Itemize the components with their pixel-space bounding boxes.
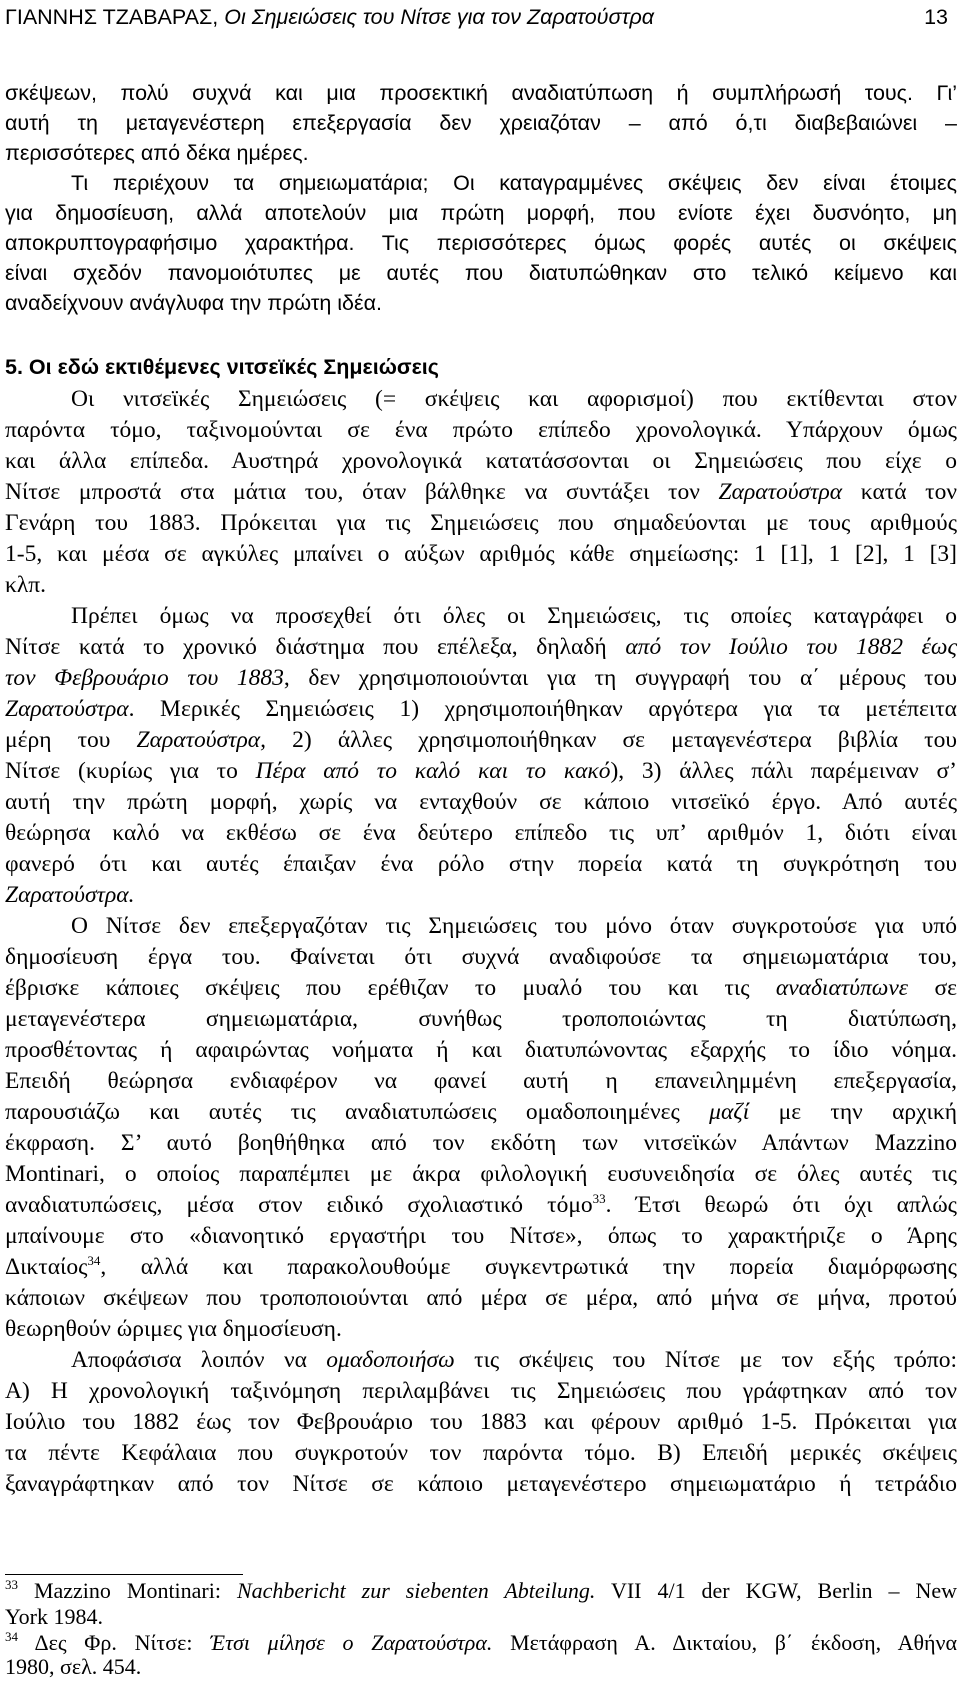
text-line: αναδείχνουν ανάγλυφα την πρώτη ιδέα. <box>5 291 382 315</box>
text-line: και άλλα επίπεδα. Αυστηρά χρονολογικά κατατάσσονται οι Σημειώσεις που είχε ο <box>5 448 957 474</box>
text-line: σκέψεων, πολύ συχνά και μια προσεκτική αναδιατύπωση ή συμπλήρωσή τους. Γι’ <box>5 81 957 105</box>
text-line: είναι σχεδόν πανομοιότυπες με αυτές που διατυπώθηκαν στο τελικό κείμενο και <box>5 261 957 285</box>
text-line: Νίτσε κατά το χρονικό διάστημα που επέλεξα, δηλαδή από τον Ιούλιο του 1882 έως <box>5 634 957 660</box>
text-line: θεωρηθούν ώριμες για δημοσίευση. <box>5 1316 342 1342</box>
footnote-34: $^{34}$ Δες Φρ. Νίτσε: Έτσι μίλησε ο Ζαρατούστρα. Μετάφραση Α. Δικταίου, β΄ έκδοση, Αθήνα <box>5 1629 957 1655</box>
text-line: παρόντα τόμο, ταξινομούνται σε ένα πρώτο επίπεδο χρονολογικά. Υπάρχουν όμως <box>5 417 957 443</box>
text-line: Οι νιτσεϊκές Σημειώσεις (= σκέψεις και αφορισμοί) που εκτίθενται στον <box>71 386 957 412</box>
text-line: δημοσίευση έργα του. Φαίνεται ότι συχνά αναδιφούσε τα σημειωματάρια του, <box>5 944 957 970</box>
text-line: αυτή τη μεταγενέστερη επεξεργασία δεν χρειαζόταν – από ό,τι διαβεβαιώνει – <box>5 111 957 135</box>
text-line: Γενάρη του 1883. Πρόκειται για τις Σημειώσεις που σημαδεύονται με τους αριθμούς <box>5 510 957 536</box>
text-line: Αποφάσισα λοιπόν να ομαδοποιήσω τις σκέψεις του Νίτσε με τον εξής τρόπο: <box>71 1347 957 1373</box>
text-line: αναδιατυπώσεις, μέσα στον ειδικό σχολιαστικό τόμο$^{33}$. Έτσι θεωρώ ότι όχι απλώς <box>5 1191 957 1218</box>
footnote-ref[interactable]: 34 <box>87 1253 101 1268</box>
footnote-33-cont: York 1984. <box>5 1604 104 1629</box>
text-line: Επειδή θεώρησα ενδιαφέρον να φανεί αυτή η επανειλημμένη επεξεργασία, <box>5 1068 957 1094</box>
text-line: Ο Νίτσε δεν επεξεργαζόταν τις Σημειώσεις του μόνο όταν συγκροτούσε για υπό <box>71 913 957 939</box>
footnote-ref[interactable]: 33 <box>592 1191 606 1206</box>
text-line: Α) Η χρονολογική ταξινόμηση περιλαμβάνει τις Σημειώσεις που γράφτηκαν από τον <box>5 1378 957 1404</box>
header-title: Οι Σημειώσεις του Νίτσε για τον Ζαρατούστρα <box>224 5 655 29</box>
text-line: αποκρυπτογραφήσιμο χαρακτήρα. Τις περισσότερες όμως φορές αυτές οι σκέψεις <box>5 231 957 255</box>
text-line: Νίτσε μπροστά στα μάτια του, όταν βάλθηκε να συντάξει τον Ζαρατούστρα κατά τον <box>5 479 957 505</box>
text-line: Ζαρατούστρα. Μερικές Σημειώσεις 1) χρησιμοποιήθηκαν αργότερα για τα μετέπειτα <box>5 696 957 722</box>
text-line: για δημοσίευση, αλλά αποτελούν μια πρώτη μορφή, που ενίοτε έχει δυσνόητο, μη <box>5 201 957 225</box>
header-author: ΓΙΑΝΝΗΣ ΤΖΑΒΑΡΑΣ, <box>5 5 225 29</box>
footnote-34-cont: 1980, σελ. 454. <box>5 1654 142 1679</box>
text-line: μέρη του Ζαρατούστρα, 2) άλλες χρησιμοποιήθηκαν σε μεταγενέστερα βιβλία του <box>5 727 958 753</box>
text-line: 1-5, και μέσα σε αγκύλες μπαίνει ο αύξων αριθμός κάθε σημείωσης: 1 [1], 1 [2], 1 [3] <box>5 541 957 567</box>
text-line: φανερό ότι και αυτές έπαιξαν ένα ρόλο στην πορεία κατά τη συγκρότηση του <box>5 851 957 877</box>
text-line: μπαίνουμε στο «διανοητικό εργαστήρι του Νίτσε», όπως το χαρακτήριζε ο Άρης <box>5 1223 957 1249</box>
text-line: τον Φεβρουάριο του 1883, δεν χρησιμοποιούνται για τη συγγραφή του α΄ μέρους του <box>5 665 957 691</box>
text-line: προσθέτοντας ή αφαιρώντας νοήματα ή και διατυπώνοντας εξαρχής το ίδιο νόημα. <box>5 1037 957 1063</box>
text-line: Τι περιέχουν τα σημειωματάρια; Οι καταγραμμένες σκέψεις δεν είναι έτοιμες <box>71 171 957 195</box>
page-number: 13 <box>924 5 948 29</box>
section-heading: 5. Οι εδώ εκτιθέμενες νιτσεϊκές Σημειώσεις <box>5 355 439 379</box>
text-line: παρουσιάζω και αυτές τις αναδιατυπώσεις ομαδοποιημένες μαζί με την αρχική <box>5 1099 957 1125</box>
text-line: κάποιων σκέψεων που τροποποιούνται από μέρα σε μέρα, από μήνα σε μήνα, προτού <box>5 1285 957 1311</box>
text-line: μεταγενέστερα σημειωματάρια, συνήθως τροποποιώντας τη διατύπωση, <box>5 1006 957 1032</box>
text-line: Ζαρατούστρα. <box>5 882 135 908</box>
text-line: Δικταίος$^{34}$, αλλά και παρακολουθούμε συγκεντρωτικά την πορεία διαμόρφωσης <box>5 1253 957 1280</box>
text-line: θεώρησα καλό να εκθέσω σε ένα δεύτερο επίπεδο τις υπ’ αριθμόν 1, διότι είναι <box>5 820 957 846</box>
text-line: Πρέπει όμως να προσεχθεί ότι όλες οι Σημειώσεις, τις οποίες καταγράφει ο <box>71 603 957 629</box>
text-line: κλπ. <box>5 572 46 598</box>
text-line: έβρισκε κάποιες σκέψεις που ερέθιζαν το μυαλό του και τις αναδιατύπωνε σε <box>5 975 957 1001</box>
footnote-33: $^{33}$ Mazzino Montinari: Nachbericht zur siebenten Abteilung. VII 4/1 der KGW, Berlin – New <box>5 1577 957 1603</box>
text-line: αυτή την πρώτη μορφή, χωρίς να ενταχθούν σε κάποιο νιτσεϊκό έργο. Από αυτές <box>5 789 957 815</box>
text-line: ξαναγράφτηκαν από τον Νίτσε σε κάποιο μεταγενέστερο σημειωματάριο ή τετράδιο <box>5 1471 957 1497</box>
running-header <box>5 2 957 32</box>
text-line: περισσότερες από δέκα ημέρες. <box>5 141 309 165</box>
text-line: Ιούλιο του 1882 έως τον Φεβρουάριο του 1883 και φέρουν αριθμό 1-5. Πρόκειται για <box>5 1409 957 1435</box>
text-line: Νίτσε (κυρίως για το Πέρα από το καλό και το κακό), 3) άλλες πάλι παρέμειναν σ’ <box>5 758 957 784</box>
text-line: έκφραση. Σ’ αυτό βοηθήθηκα από τον εκδότη των νιτσεϊκών Απάντων Mazzino <box>5 1130 957 1156</box>
text-line: τα πέντε Κεφάλαια που συγκροτούν τον παρόντα τόμο. Β) Επειδή μερικές σκέψεις <box>5 1440 957 1466</box>
text-line: Montinari, ο οποίος παραπέμπει με άκρα φιλολογική ευσυνειδησία σε όλες αυτές τις <box>5 1161 957 1187</box>
footnote-separator <box>5 1574 243 1575</box>
